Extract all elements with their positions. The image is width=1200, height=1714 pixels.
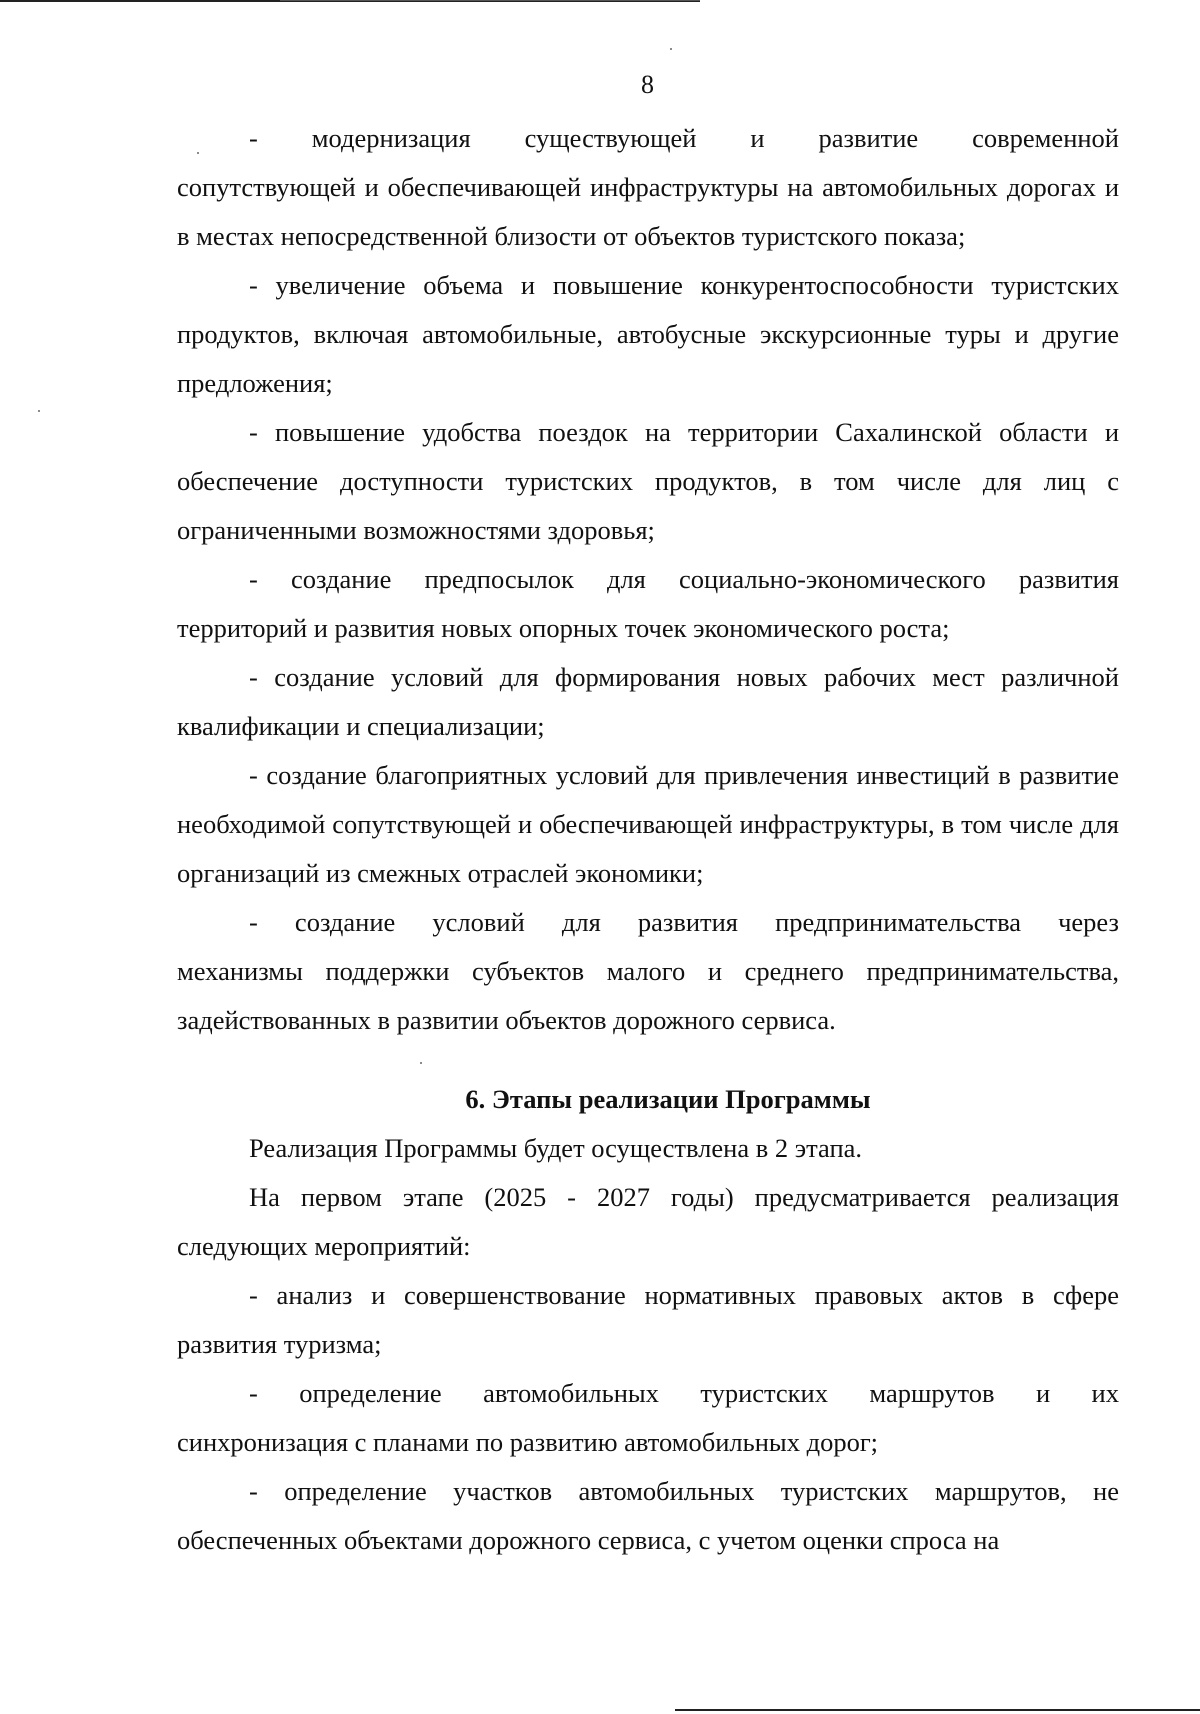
paragraph-entrepreneurship	[177, 898, 1119, 1045]
paragraph-route-definition	[177, 1369, 1119, 1467]
paragraph-continuation: синхронизация с планами по развитию автомобильных дорог;	[177, 1427, 879, 1457]
paragraph-line-first: - создание условий для развития предпринимательства через	[249, 907, 1119, 937]
section-heading: 6. Этапы реализации Программы	[465, 1084, 871, 1114]
paragraph-travel-convenience: - повышение удобства поездок на территории Сахалинской области и обеспечение доступности туристских продуктов, в том числе для лиц с ограниченными возможностями здоровья;	[177, 417, 1119, 545]
paragraph-regulatory-analysis: - анализ и совершенствование нормативных правовых актов в сфере развития туризма;	[177, 1280, 1119, 1359]
paragraph-investment-conditions: - создание благоприятных условий для привлечения инвестиций в развитие необходимой сопутствующей и обеспечивающей инфраструктуры, в том числе для организаций из смежных отраслей экономики;	[177, 760, 1119, 888]
scan-edge-line-top-secondary	[280, 0, 700, 1]
paragraph-continuation: сопутствующей и обеспечивающей инфраструктуры на автомобильных дорогах и в местах непосредственной близости от объектов туристского показа;	[177, 172, 1119, 251]
paragraph-continuation: механизмы поддержки субъектов малого и среднего предпринимательства, задействованных в развитии объектов дорожного сервиса.	[177, 956, 1119, 1035]
scan-edge-line-bottom	[675, 1709, 1200, 1711]
paragraph-tourist-products: - увеличение объема и повышение конкурентоспособности туристских продуктов, включая автомобильные, автобусные экскурсионные туры и другие предложения;	[177, 270, 1119, 398]
paragraph-new-jobs: - создание условий для формирования новых рабочих мест различной квалификации и специализации;	[177, 662, 1119, 741]
paragraph-two-stages: Реализация Программы будет осуществлена в 2 этапа.	[249, 1133, 863, 1163]
paragraph-route-sections: - определение участков автомобильных туристских маршрутов, не обеспеченных объектами дорожного сервиса, с учетом оценки спроса на	[177, 1476, 1119, 1555]
page-number: 8	[641, 70, 654, 99]
document-body	[177, 114, 1119, 1565]
scan-speck	[38, 410, 40, 412]
paragraph-infrastructure-modernization	[177, 114, 1119, 261]
scan-speck	[670, 48, 672, 50]
scan-speck	[197, 152, 199, 154]
paragraph-first-stage: На первом этапе (2025 - 2027 годы) предусматривается реализация следующих мероприятий:	[177, 1182, 1119, 1261]
paragraph-socioeconomic-development: - создание предпосылок для социально-экономического развития территорий и развития новых опорных точек экономического роста;	[177, 564, 1119, 643]
paragraph-line-first: - определение автомобильных туристских маршрутов и их	[249, 1378, 1119, 1408]
paragraph-line-first: - модернизация существующей и развитие современной	[249, 123, 1119, 153]
scan-speck	[420, 1062, 422, 1064]
